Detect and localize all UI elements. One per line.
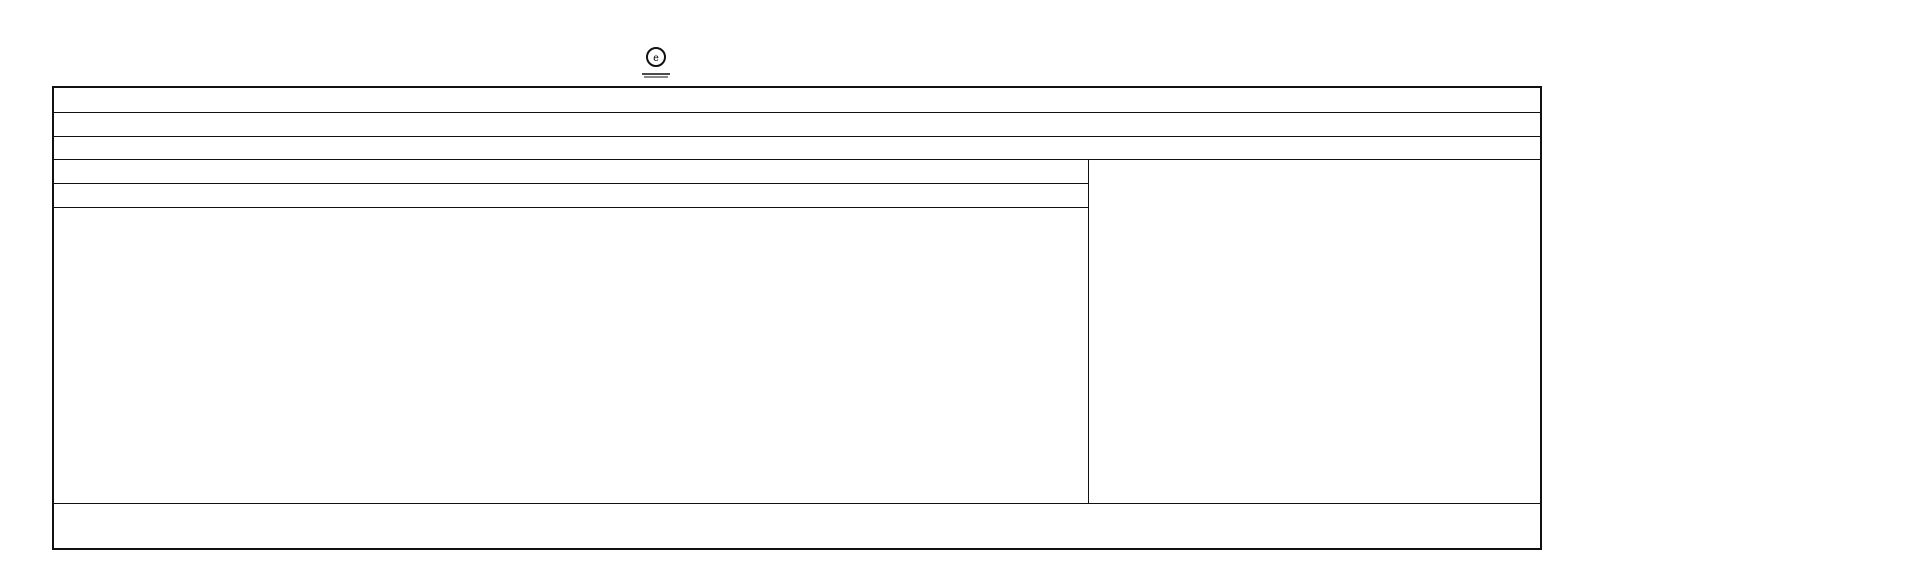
svg-text:e: e [653, 53, 659, 64]
delivery-form [52, 86, 1542, 550]
carrier-logo-icon [638, 44, 674, 80]
left-code [0, 460, 18, 570]
barcode [1112, 40, 1600, 82]
